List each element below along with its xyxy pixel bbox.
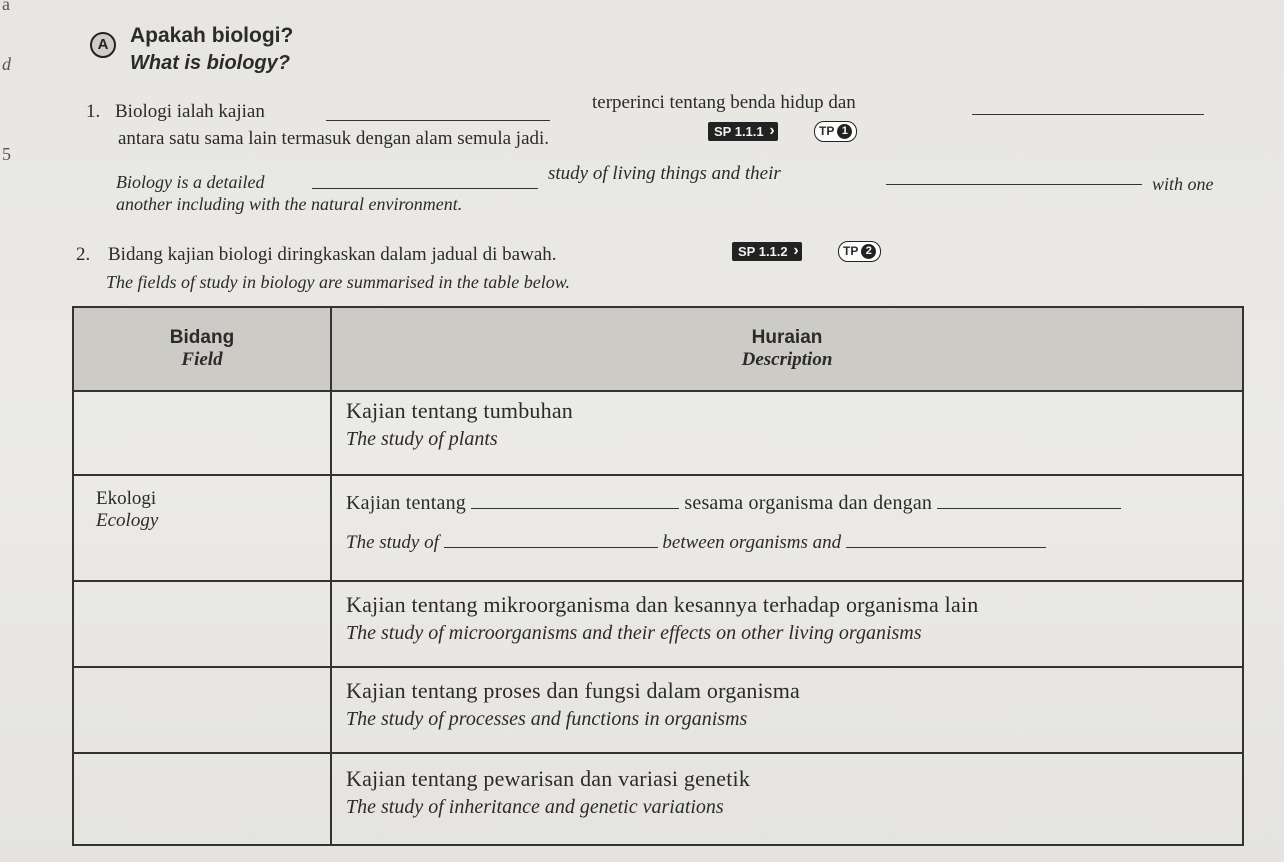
q1-blank-2[interactable] bbox=[972, 114, 1204, 115]
q1-en-line2: another including with the natural environment. bbox=[116, 194, 463, 214]
header-field-en: Field bbox=[181, 349, 223, 370]
q1-en-part3: with one bbox=[1152, 174, 1214, 194]
desc-ms: Kajian tentang tumbuhan bbox=[346, 398, 573, 423]
desc-ms-blank-1[interactable] bbox=[471, 490, 679, 509]
desc-en-blank-2[interactable] bbox=[846, 529, 1046, 548]
section-title-en: What is biology? bbox=[130, 52, 290, 74]
desc-ms-part-b: sesama organisma dan dengan bbox=[684, 492, 933, 514]
section-letter-badge: A bbox=[90, 32, 116, 58]
field-ms: Ekologi bbox=[96, 488, 157, 509]
desc-ms-line bbox=[346, 490, 1230, 515]
field-answer-cell-1[interactable] bbox=[73, 391, 331, 475]
description-cell bbox=[331, 753, 1243, 845]
desc-ms-blank-2[interactable] bbox=[937, 490, 1121, 509]
description-cell bbox=[331, 391, 1243, 475]
q1-en-part1: Biology is a detailed bbox=[116, 172, 265, 192]
q2-tp-badge bbox=[838, 241, 881, 262]
field-answer-cell-3[interactable] bbox=[73, 581, 331, 667]
header-desc-ms: Huraian bbox=[751, 327, 823, 348]
header-field-ms: Bidang bbox=[169, 327, 235, 348]
q2-en-text: The fields of study in biology are summarised in the table below. bbox=[106, 272, 570, 292]
section-title-ms: Apakah biologi? bbox=[130, 24, 294, 47]
desc-en: The study of inheritance and genetic variations bbox=[346, 796, 724, 818]
table-row bbox=[73, 475, 1243, 581]
description-cell bbox=[331, 667, 1243, 753]
q1-en-part2: study of living things and their bbox=[548, 163, 781, 184]
q1-en-blank-2[interactable] bbox=[886, 184, 1142, 185]
desc-en-part-a: The study of bbox=[346, 532, 439, 553]
table-row bbox=[73, 581, 1243, 667]
q1-en-blank-1[interactable] bbox=[312, 188, 538, 189]
desc-en-line bbox=[346, 529, 1230, 554]
field-answer-cell-4[interactable] bbox=[73, 667, 331, 753]
table-header-row bbox=[73, 307, 1243, 391]
q2-sp-badge: SP 1.1.2 › bbox=[732, 242, 802, 261]
table-row bbox=[73, 667, 1243, 753]
desc-en-blank-1[interactable] bbox=[444, 529, 658, 548]
q1-ms-part1: Biologi ialah kajian bbox=[115, 101, 265, 122]
q1-sp-badge: SP 1.1.1 › bbox=[708, 122, 778, 141]
table-row bbox=[73, 753, 1243, 845]
desc-en: The study of microorganisms and their effects on other living organisms bbox=[346, 622, 922, 644]
q1-ms-line2: antara satu sama lain termasuk dengan alam semula jadi. bbox=[118, 128, 550, 149]
table-row bbox=[73, 391, 1243, 475]
q1-number: 1. bbox=[86, 101, 101, 122]
description-cell bbox=[331, 581, 1243, 667]
fields-of-biology-table bbox=[72, 306, 1244, 846]
margin-mark-a: a bbox=[2, 0, 10, 14]
desc-en: The study of processes and functions in organisms bbox=[346, 708, 748, 730]
desc-ms-part-a: Kajian tentang bbox=[346, 492, 466, 514]
tp-level-icon: 2 bbox=[861, 244, 876, 259]
tp-label: TP bbox=[843, 244, 859, 258]
header-description bbox=[331, 307, 1243, 391]
tp-label: TP bbox=[819, 124, 835, 138]
header-field bbox=[73, 307, 331, 391]
field-answer-cell-5[interactable] bbox=[73, 753, 331, 845]
q1-ms-part2: terperinci tentang benda hidup dan bbox=[592, 92, 856, 113]
q2-ms-text: Bidang kajian biologi diringkaskan dalam jadual di bawah. bbox=[108, 244, 557, 265]
desc-ms: Kajian tentang mikroorganisma dan kesannya terhadap organisma lain bbox=[346, 592, 979, 617]
desc-ms: Kajian tentang proses dan fungsi dalam organisma bbox=[346, 678, 800, 703]
tp-level-icon: 1 bbox=[837, 124, 852, 139]
desc-en-part-b: between organisms and bbox=[662, 532, 842, 553]
margin-mark-d: d bbox=[2, 54, 11, 74]
field-en: Ecology bbox=[96, 510, 159, 531]
q1-blank-1[interactable] bbox=[326, 120, 550, 121]
q2-number: 2. bbox=[76, 244, 91, 265]
field-cell-ecology bbox=[73, 475, 331, 581]
q1-tp-badge bbox=[814, 121, 857, 142]
description-cell bbox=[331, 475, 1243, 581]
desc-en: The study of plants bbox=[346, 428, 498, 450]
desc-ms: Kajian tentang pewarisan dan variasi genetik bbox=[346, 766, 751, 791]
header-desc-en: Description bbox=[741, 349, 833, 370]
margin-mark-5: 5 bbox=[2, 144, 11, 164]
